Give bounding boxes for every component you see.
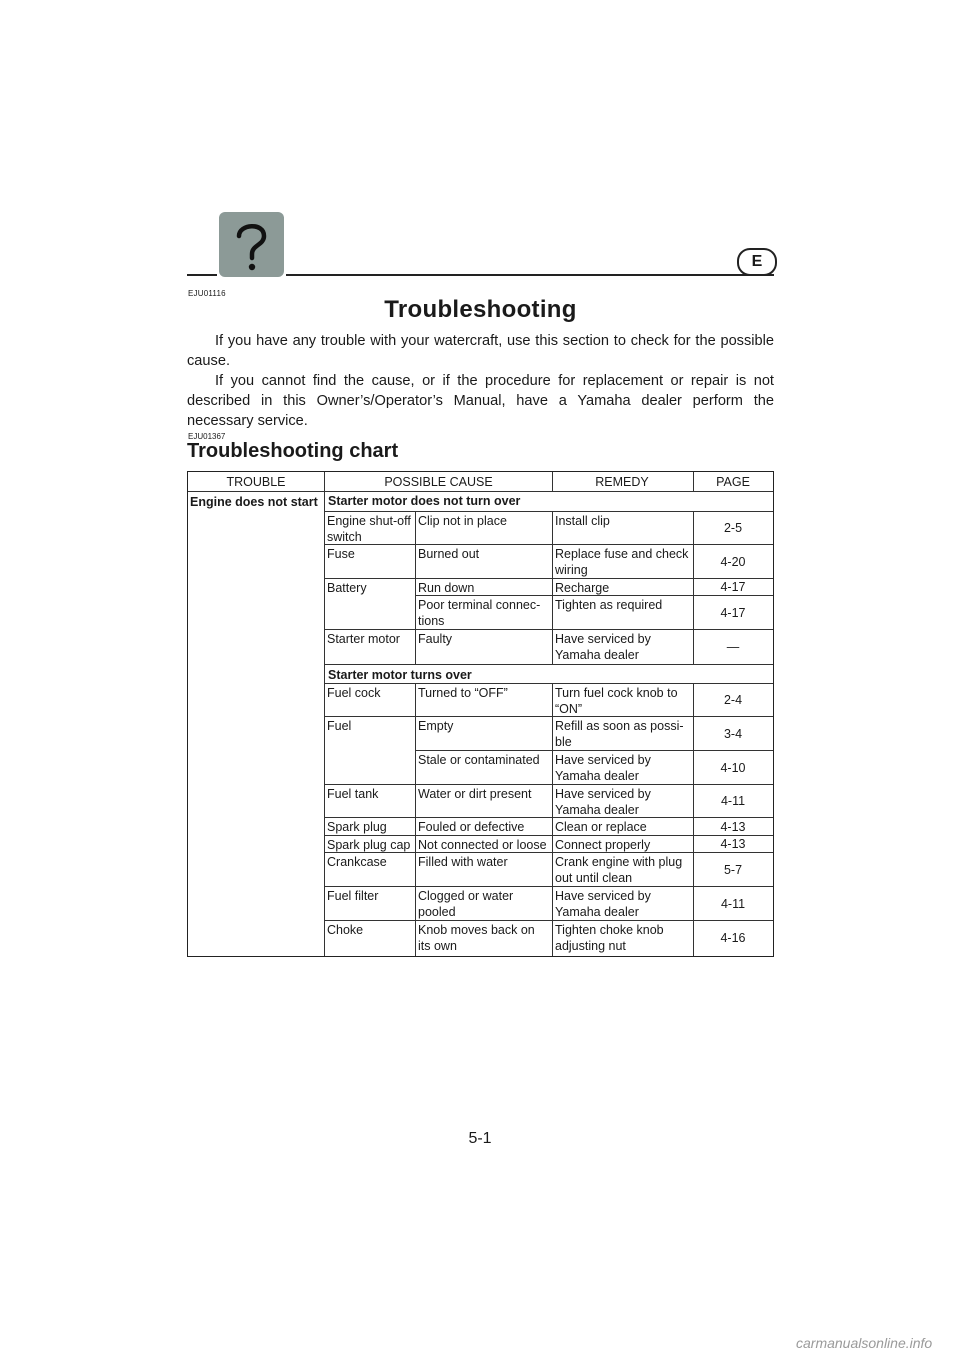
row-part: Fuel cock: [327, 686, 381, 700]
row-page: 4-17: [720, 580, 746, 594]
header-remedy: REMEDY: [595, 475, 649, 489]
row-remedy: Have serviced by Yamaha dealer: [555, 889, 651, 919]
row-part: Spark plug cap: [327, 838, 411, 852]
row-part: Fuel tank: [327, 787, 379, 801]
group-starter-turns: Starter motor turns over: [328, 668, 472, 682]
row-cause: Run down: [418, 581, 475, 595]
row-remedy: Tighten as required: [555, 598, 663, 612]
row-part: Fuel: [327, 719, 352, 733]
row-remedy: Install clip: [555, 514, 610, 528]
intro-paragraph-2: If you cannot find the cause, or if the procedure for replacement or repair is not described in this Owner’s/Operator’s Manual, have a Yamaha dealer perform the necessary service.: [187, 373, 774, 429]
row-page: 4-13: [720, 837, 746, 851]
row-cause: Empty: [418, 719, 454, 733]
header-trouble: TROUBLE: [226, 475, 286, 489]
row-remedy: Replace fuse and check wiring: [555, 547, 689, 577]
page-number: 5-1: [468, 1130, 492, 1147]
row-remedy: Have serviced by Yamaha dealer: [555, 632, 651, 662]
col-divider-header-1: [552, 472, 553, 492]
row-cause: Turned to “OFF”: [418, 686, 508, 700]
row-part: Starter motor: [327, 632, 400, 646]
group-divider: [324, 664, 773, 665]
row-remedy: Have serviced by Yamaha dealer: [555, 753, 651, 783]
page-title: Troubleshooting: [384, 296, 577, 323]
group-starter-not-turn: Starter motor does not turn over: [328, 494, 521, 508]
col-divider-header-2: [693, 472, 694, 492]
row-page: 5-7: [723, 863, 743, 877]
language-badge: E: [737, 248, 777, 276]
row-part: Spark plug: [327, 820, 387, 834]
row-page: 4-17: [720, 606, 746, 620]
header-page: PAGE: [716, 475, 750, 489]
chart-heading: Troubleshooting chart: [187, 440, 399, 462]
row-remedy: Refill as soon as possi-ble: [555, 719, 684, 749]
row-page: 4-13: [720, 820, 746, 834]
row-remedy: Clean or replace: [555, 820, 647, 834]
intro-paragraph-1: If you have any trouble with your watercraft, use this section to check for the possible cause.: [187, 333, 774, 369]
row-page: 4-20: [720, 555, 746, 569]
row-part: [324, 596, 415, 630]
watermark: carmanualsonline.info: [796, 1335, 933, 1351]
row-page: 2-5: [723, 521, 743, 535]
row-cause: Clip not in place: [418, 514, 507, 528]
row-part: Battery: [327, 581, 367, 595]
row-part: Fuel filter: [327, 889, 379, 903]
row-cause: Knob moves back on its own: [418, 923, 535, 953]
row-cause: Water or dirt present: [418, 787, 532, 801]
row-part: Fuse: [327, 547, 355, 561]
section-code: EJU01116: [188, 289, 226, 298]
row-remedy: Have serviced by Yamaha dealer: [555, 787, 651, 817]
row-page: 2-4: [723, 693, 743, 707]
row-remedy: Connect properly: [555, 838, 651, 852]
header-possible-cause: POSSIBLE CAUSE: [384, 475, 493, 489]
row-part: Choke: [327, 923, 364, 937]
row-cause: Faulty: [418, 632, 453, 646]
row-cause: Stale or contaminated: [418, 753, 540, 767]
row-page: 4-11: [720, 794, 746, 808]
header-rule-right: [286, 274, 774, 276]
row-cause: Burned out: [418, 547, 480, 561]
row-cause: Not connected or loose: [418, 838, 547, 852]
troubleshooting-table: [187, 471, 774, 957]
header-rule-left: [187, 274, 217, 276]
row-page: —: [726, 640, 740, 654]
intro-text: [187, 331, 774, 431]
row-page: 4-11: [720, 897, 746, 911]
row-page: 3-4: [723, 727, 743, 741]
row-remedy: Turn fuel cock knob to “ON”: [555, 686, 678, 716]
question-mark-icon: [219, 212, 284, 277]
row-part: Crankcase: [327, 855, 387, 869]
trouble-label: Engine does not start: [190, 495, 318, 509]
header-divider: [188, 491, 773, 492]
row-page: 4-16: [720, 931, 746, 945]
row-page: 4-10: [720, 761, 746, 775]
row-cause: Clogged or water pooled: [418, 889, 514, 919]
row-remedy: Crank engine with plug out until clean: [555, 855, 683, 885]
row-remedy: Recharge: [555, 581, 610, 595]
row-part: [324, 751, 415, 785]
row-cause: Poor terminal connec-tions: [418, 598, 541, 628]
row-part: Engine shut-off switch: [327, 514, 411, 544]
row-cause: Filled with water: [418, 855, 508, 869]
row-cause: Fouled or defective: [418, 820, 525, 834]
row-remedy: Tighten choke knob adjusting nut: [555, 923, 664, 953]
chart-section-code: EJU01367: [188, 432, 226, 441]
